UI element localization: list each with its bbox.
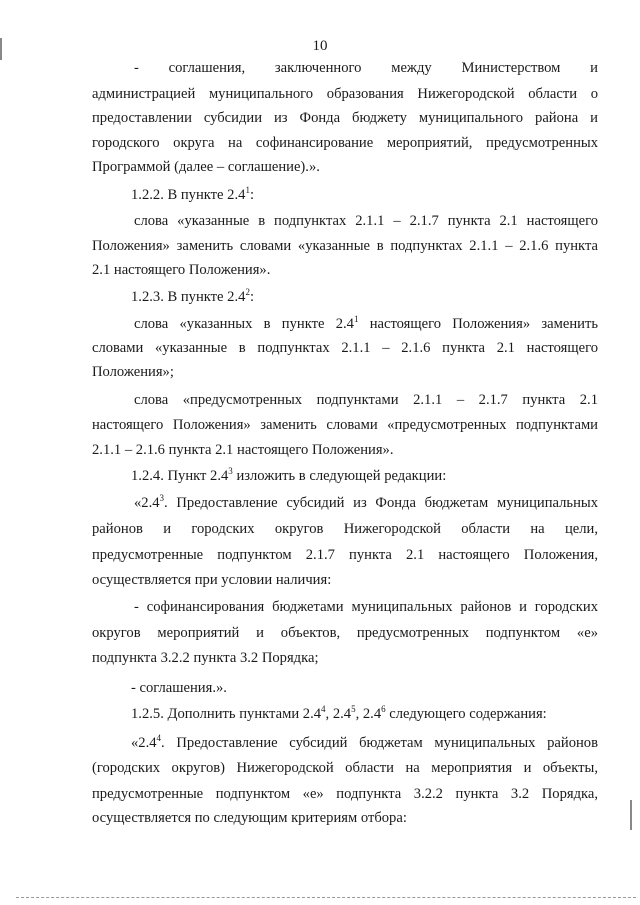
paragraph-line: - соглашения, заключенного между Министерством и <box>134 60 598 76</box>
text-segment: : <box>249 289 254 305</box>
superscript: 3 <box>228 466 233 477</box>
text-segment: 1.2.2. В пункте 2.4 <box>131 187 246 203</box>
text-segment: 1.2.4. Пункт 2.4 <box>131 468 229 484</box>
paragraph-line: предоставлении субсидии из Фонда бюджету муниципального района и <box>92 110 598 126</box>
superscript: 3 <box>159 493 165 504</box>
paragraph-line: Программой (далее – соглашение).». <box>92 159 320 175</box>
superscript: 4 <box>156 733 162 744</box>
text-segment: . Предоставление субсидий бюджетам муниципальных районов <box>161 735 598 751</box>
paragraph-line: администрацией муниципального образования Нижегородской области о <box>92 86 598 102</box>
paragraph-line: подпункта 3.2.2 пункта 3.2 Порядка; <box>92 650 319 666</box>
paragraph-line: 2.1.1 – 2.1.6 пункта 2.1 настоящего Положения». <box>92 442 394 458</box>
text-segment: 1.2.3. В пункте 2.4 <box>131 289 246 305</box>
paragraph-heading <box>131 287 598 307</box>
paragraph-line: (городских округов) Нижегородской области на мероприятия и объекты, <box>92 760 598 776</box>
paragraph-line: городского округа на софинансирование мероприятий, предусмотренных <box>92 135 598 151</box>
text-segment: : <box>249 187 254 203</box>
superscript: 2 <box>245 287 250 298</box>
text-segment: , 2.4 <box>325 706 352 722</box>
paragraph-line: предусмотренные подпунктом «е» подпункта 3.2.2 пункта 3.2 Порядка, <box>92 786 598 802</box>
paragraph-line: Положения»; <box>92 364 174 380</box>
text-segment: «2.4 <box>134 495 160 511</box>
scan-edge-mark <box>0 38 2 60</box>
paragraph-line: Положения» заменить словами «указанные в подпунктах 2.1.1 – 2.1.6 пункта <box>92 238 598 254</box>
paragraph-line: округов мероприятий и объектов, предусмотренных подпунктом «е» <box>92 625 598 641</box>
paragraph-line <box>134 493 598 513</box>
paragraph-line: настоящего Положения» заменить словами «предусмотренных подпунктами <box>92 417 598 433</box>
paragraph-line: слова «предусмотренных подпунктами 2.1.1 – 2.1.7 пункта 2.1 <box>134 392 598 408</box>
text-segment: изложить в следующей редакции: <box>232 468 447 484</box>
superscript: 1 <box>245 185 250 196</box>
paragraph-line: - соглашения.». <box>131 680 227 696</box>
paragraph-heading <box>131 704 598 724</box>
paragraph-line: слова «указанные в подпунктах 2.1.1 – 2.1.7 пункта 2.1 настоящего <box>134 213 598 229</box>
paragraph-line: словами «указанные в подпунктах 2.1.1 – 2.1.6 пункта 2.1 настоящего <box>92 340 598 356</box>
paragraph-line <box>131 733 598 753</box>
text-segment: . Предоставление субсидий из Фонда бюджетам муниципальных <box>164 495 598 511</box>
superscript: 6 <box>381 704 386 715</box>
paragraph-line: 2.1 настоящего Положения». <box>92 262 271 278</box>
page-bottom-rule <box>16 897 636 898</box>
paragraph-heading <box>131 185 598 205</box>
text-segment: , 2.4 <box>355 706 382 722</box>
text-segment: следующего содержания: <box>385 706 547 722</box>
paragraph-line: районов и городских округов Нижегородской области на цели, <box>92 521 598 537</box>
text-segment: настоящего Положения» заменить <box>358 316 598 332</box>
text-segment: слова «указанных в пункте 2.4 <box>134 316 354 332</box>
superscript: 5 <box>351 704 356 715</box>
paragraph-heading <box>131 466 598 486</box>
paragraph-line: - софинансирования бюджетами муниципальных районов и городских <box>134 599 598 615</box>
paragraph-line <box>134 314 598 334</box>
superscript: 1 <box>353 314 359 325</box>
page-number: 10 <box>312 38 328 54</box>
paragraph-line: осуществляется по следующим критериям отбора: <box>92 810 407 826</box>
paragraph-line: предусмотренные подпунктом 2.1.7 пункта 2.1 настоящего Положения, <box>92 547 598 563</box>
superscript: 4 <box>321 704 326 715</box>
text-segment: «2.4 <box>131 735 157 751</box>
scan-edge-mark <box>630 800 632 830</box>
text-segment: 1.2.5. Дополнить пунктами 2.4 <box>131 706 322 722</box>
paragraph-line: осуществляется при условии наличия: <box>92 572 332 588</box>
